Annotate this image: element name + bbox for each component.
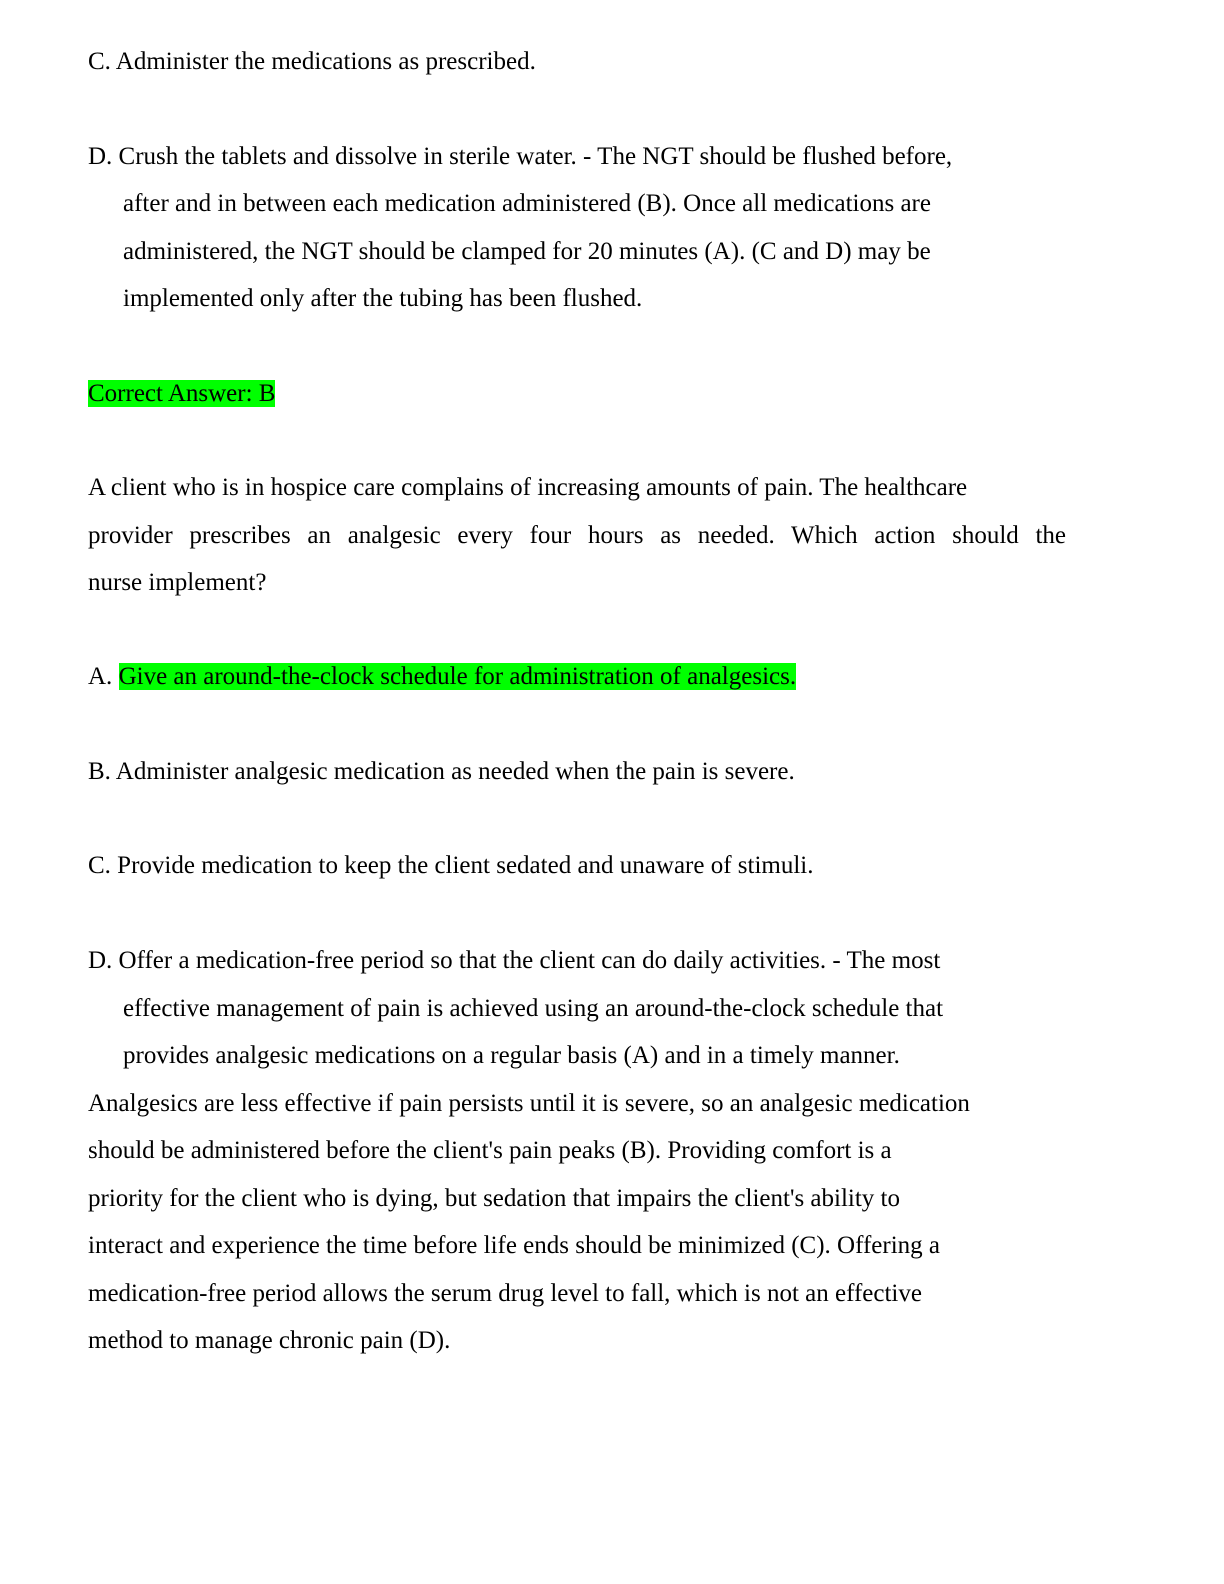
q2-rationale-line: should be administered before the client's pain peaks (B). Providing comfort is a xyxy=(88,1137,892,1164)
q2-stem-line: A client who is in hospice care complains of increasing amounts of pain. The healthcare xyxy=(88,474,968,501)
q2-option-d-line: provides analgesic medications on a regular basis (A) and in a timely manner. xyxy=(123,1042,900,1069)
q2-rationale-line: method to manage chronic pain (D). xyxy=(88,1327,451,1354)
q1-option-d-line: implemented only after the tubing has been flushed. xyxy=(123,285,643,312)
q1-option-d: D. Crush the tablets and dissolve in sterile water. - The NGT should be flushed before, xyxy=(88,143,953,170)
q1-option-c: C. Administer the medications as prescribed. xyxy=(88,48,536,75)
q2-option-d: D. Offer a medication-free period so that the client can do daily activities. - The most xyxy=(88,947,941,974)
correct-answer-highlight: Correct Answer: B xyxy=(88,380,276,407)
q2-option-b: B. Administer analgesic medication as needed when the pain is severe. xyxy=(88,758,795,785)
q1-option-d-line: after and in between each medication administered (B). Once all medications are xyxy=(123,190,931,217)
q1-option-d-line: administered, the NGT should be clamped for 20 minutes (A). (C and D) may be xyxy=(123,238,931,265)
q2-option-a-label: A. xyxy=(88,663,119,690)
q2-rationale-line: medication-free period allows the serum drug level to fall, which is not an effective xyxy=(88,1280,922,1307)
q2-stem-line: nurse implement? xyxy=(88,569,267,596)
q2-rationale-line: interact and experience the time before life ends should be minimized (C). Offering a xyxy=(88,1232,940,1259)
q2-rationale-line: Analgesics are less effective if pain persists until it is severe, so an analgesic medication xyxy=(88,1090,970,1117)
q2-option-d-line: effective management of pain is achieved using an around-the-clock schedule that xyxy=(123,995,944,1022)
q2-option-a-highlighted-text: Give an around-the-clock schedule for administration of analgesics. xyxy=(118,663,797,690)
q2-option-c: C. Provide medication to keep the client sedated and unaware of stimuli. xyxy=(88,852,814,879)
q2-stem-line: provider prescribes an analgesic every four hours as needed. Which action should the xyxy=(88,522,1066,549)
q2-rationale-line: priority for the client who is dying, but sedation that impairs the client's ability to xyxy=(88,1185,900,1212)
q2-option-a xyxy=(88,653,796,700)
correct-answer xyxy=(88,370,275,417)
